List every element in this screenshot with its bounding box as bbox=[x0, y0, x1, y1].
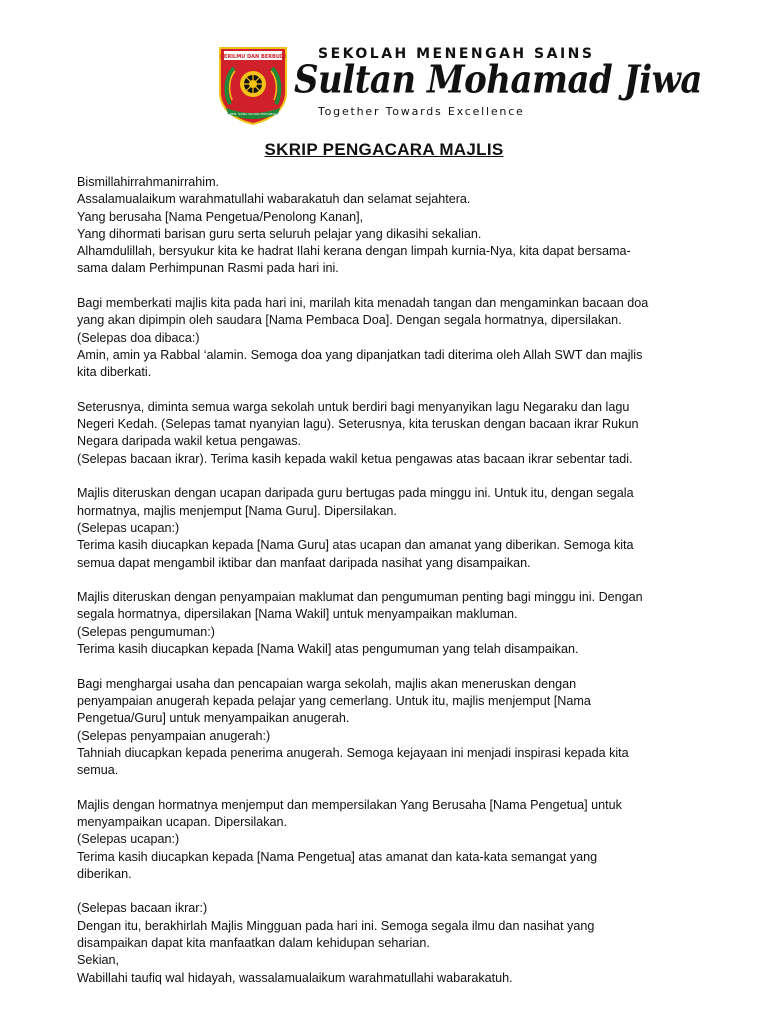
script-line: (Selepas doa dibaca:) bbox=[77, 330, 200, 345]
script-paragraph bbox=[77, 295, 699, 381]
document-title: SKRIP PENGACARA MAJLIS bbox=[264, 140, 504, 159]
script-line: Yang berusaha [Nama Pengetua/Penolong Kanan], bbox=[77, 209, 364, 224]
script-paragraph bbox=[77, 589, 699, 658]
script-paragraph bbox=[77, 399, 699, 468]
script-line: Wabillahi taufiq wal hidayah, wassalamualaikum warahmatullahi wabarakatuh. bbox=[77, 970, 513, 985]
school-name-logo: Sultan Mohamad Jiwa bbox=[294, 58, 702, 103]
script-paragraph bbox=[77, 676, 699, 780]
school-tagline: Together Towards Excellence bbox=[318, 105, 525, 118]
script-line: Negara daripada wakil ketua pengawas. bbox=[77, 434, 302, 449]
script-line: diberikan. bbox=[77, 866, 132, 881]
script-line: Amin, amin ya Rabbal ‘alamin. Semoga doa yang dipanjatkan tadi diterima oleh Allah SWT dan majlis bbox=[77, 347, 643, 362]
script-line: Pengetua/Guru] untuk menyampaikan anugerah. bbox=[77, 711, 350, 726]
script-line: Negeri Kedah. (Selepas tamat nyanyian lagu). Seterusnya, kita teruskan dengan bacaan ikrar Rukun bbox=[77, 417, 639, 432]
script-line: (Selepas bacaan ikrar:) bbox=[77, 901, 208, 916]
script-line: disampaikan dapat kita manfaatkan dalam kehidupan seharian. bbox=[77, 936, 430, 951]
script-line: penyampaian anugerah kepada pelajar yang cemerlang. Untuk itu, majlis menjemput [Nama bbox=[77, 693, 591, 708]
script-line: yang akan dipimpin oleh saudara [Nama Pembaca Doa]. Dengan segala hormatnya, dipersilakan. bbox=[77, 313, 622, 328]
script-line: sama dalam Perhimpunan Rasmi pada hari ini. bbox=[77, 261, 339, 276]
script-line: Majlis diteruskan dengan ucapan daripada guru bertugas pada minggu ini. Untuk itu, dengan segala bbox=[77, 486, 634, 501]
script-line: (Selepas bacaan ikrar). Terima kasih kepada wakil ketua pengawas atas bacaan ikrar sebentar tadi. bbox=[77, 451, 633, 466]
script-line: semua dapat mengambil iktibar dan manfaat daripada nasihat yang disampaikan. bbox=[77, 555, 531, 570]
crest-banner-text: BERILMU DAN BERBUDI bbox=[220, 54, 286, 60]
crest-ribbon-text: SEK. MEN. SAINS SULTAN MOHAMAD JIWA bbox=[221, 112, 285, 116]
script-line: Sekian, bbox=[77, 953, 120, 968]
script-line: (Selepas penyampaian anugerah:) bbox=[77, 728, 271, 743]
script-line: (Selepas ucapan:) bbox=[77, 832, 180, 847]
script-line: Assalamualaikum warahmatullahi wabarakatuh dan selamat sejahtera. bbox=[77, 192, 471, 207]
script-paragraph bbox=[77, 900, 699, 986]
script-body bbox=[77, 174, 699, 1004]
script-line: (Selepas ucapan:) bbox=[77, 520, 180, 535]
school-crest-icon bbox=[216, 44, 290, 126]
script-line: Dengan itu, berakhirlah Majlis Mingguan pada hari ini. Semoga segala ilmu dan nasihat yang bbox=[77, 918, 595, 933]
script-line: Terima kasih diucapkan kepada [Nama Pengetua] atas amanat dan kata-kata semangat yang bbox=[77, 849, 598, 864]
script-line: (Selepas pengumuman:) bbox=[77, 624, 215, 639]
script-line: Seterusnya, diminta semua warga sekolah untuk berdiri bagi menyanyikan lagu Negaraku dan lagu bbox=[77, 399, 630, 414]
script-line: Bismillahirrahmanirrahim. bbox=[77, 175, 220, 189]
script-line: Bagi menghargai usaha dan pencapaian warga sekolah, majlis akan meneruskan dengan bbox=[77, 676, 577, 691]
script-line: kita diberkati. bbox=[77, 365, 152, 380]
script-line: Yang dihormati barisan guru serta seluruh pelajar yang dikasihi sekalian. bbox=[77, 226, 482, 241]
script-paragraph bbox=[77, 797, 699, 883]
script-line: Tahniah diucapkan kepada penerima anugerah. Semoga kejayaan ini menjadi inspirasi kepada kita bbox=[77, 745, 629, 760]
script-line: Terima kasih diucapkan kepada [Nama Wakil] atas pengumuman yang telah disampaikan. bbox=[77, 642, 579, 657]
script-line: Alhamdulillah, bersyukur kita ke hadrat Ilahi kerana dengan limpah kurnia-Nya, kita dapat bersama- bbox=[77, 244, 631, 259]
script-line: semua. bbox=[77, 763, 119, 778]
script-line: hormatnya, majlis menjemput [Nama Guru]. Dipersilakan. bbox=[77, 503, 397, 518]
script-paragraph bbox=[77, 174, 699, 278]
script-line: Bagi memberkati majlis kita pada hari ini, marilah kita menadah tangan dan mengaminkan bacaan doa bbox=[77, 296, 649, 311]
script-line: Majlis diteruskan dengan penyampaian maklumat dan pengumuman penting bagi minggu ini. Dengan bbox=[77, 590, 643, 605]
school-prefix: SEKOLAH MENENGAH SAINS bbox=[318, 46, 595, 62]
script-line: menyampaikan ucapan. Dipersilakan. bbox=[77, 814, 288, 829]
script-line: segala hormatnya, dipersilakan [Nama Wakil] untuk menyampaikan makluman. bbox=[77, 607, 518, 622]
script-paragraph bbox=[77, 485, 699, 571]
school-header bbox=[0, 40, 768, 130]
script-line: Majlis dengan hormatnya menjemput dan mempersilakan Yang Berusaha [Nama Pengetua] untuk bbox=[77, 797, 622, 812]
script-line: Terima kasih diucapkan kepada [Nama Guru] atas ucapan dan amanat yang diberikan. Semoga kita bbox=[77, 538, 634, 553]
